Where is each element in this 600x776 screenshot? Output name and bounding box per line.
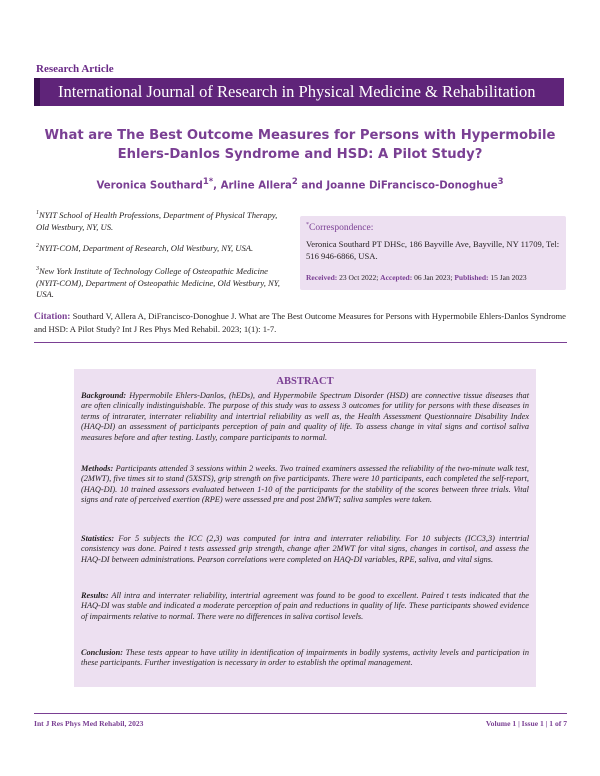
- banner-accent: [34, 78, 40, 106]
- footer-page-info: Volume 1 | Issue 1 | 1 of 7: [485, 719, 567, 728]
- citation-label: Citation:: [34, 312, 71, 322]
- correspondence-text: Veronica Southard PT DHSc, 186 Bayville Ave, Bayville, NY 11709, Tel: 516 946-6866, USA.: [306, 239, 560, 261]
- article-type: Research Article: [36, 63, 114, 75]
- citation: [34, 311, 570, 335]
- accepted-date: 06 Jan 2023;: [414, 273, 453, 282]
- section-label: Results:: [81, 591, 109, 600]
- published-label: Published:: [454, 273, 489, 282]
- affiliation: [36, 208, 286, 233]
- received-date: 23 Oct 2022;: [339, 273, 379, 282]
- correspondence-marker: *: [306, 222, 309, 228]
- abstract-box: [74, 369, 536, 687]
- article-dates: [306, 273, 527, 282]
- section-text: These tests appear to have utility in identification of impairments in bodily systems, activity levels and participation in these participants. Further investigation is necessary in order to establish the optimal management.: [81, 648, 529, 668]
- affiliation: [36, 264, 286, 301]
- author-list: [30, 177, 570, 191]
- correspondence-label-text: Correspondence:: [309, 223, 374, 234]
- abstract-background: [81, 391, 529, 443]
- author-separator: and: [297, 180, 327, 192]
- abstract-methods: [81, 464, 529, 506]
- article-title: What are The Best Outcome Measures for Persons with Hypermobile Ehlers-Danlos Syndrome and HSD: A Pilot Study?: [44, 128, 556, 162]
- abstract-heading: ABSTRACT: [276, 376, 334, 387]
- section-label: Background:: [81, 391, 127, 400]
- citation-text: Southard V, Allera A, DiFrancisco-Donoghue J. What are The Best Outcome Measures for Persons with Hypermobile Ehlers-Danlos Syndrome and HSD: A Pilot Study? Int J Res Phys Med Rehabil. 2023; 1(1): 1-7.: [34, 311, 566, 334]
- journal-name: International Journal of Research in Physical Medicine & Rehabilitation: [58, 82, 536, 101]
- section-text: Participants attended 3 sessions within 2 weeks. Two trained examiners assessed the reliability of the two-minute walk test, (2MWT), five times sit to stand (5XSTS), grip strength on five participants. There were 10 participants, each completed the self-report, (HAQ-DI). 10 trained assessors evaluated between 1-10 of the participants for the stability of the scores between three trials. Vital signs and rate of perceived exertion (RPE) were assessed pre and post 2MWT; saliva samples were taken.: [81, 464, 530, 505]
- footer-journal: Int J Res Phys Med Rehabil, 2023: [34, 719, 144, 728]
- published-date: 15 Jan 2023: [490, 273, 527, 282]
- author-sup: 1*: [202, 177, 214, 187]
- affiliation-text: NYIT-COM, Department of Research, Old Westbury, NY, USA.: [39, 242, 254, 253]
- abstract-statistics: [81, 534, 529, 565]
- affiliation-number: 3: [36, 266, 39, 272]
- abstract-conclusion: [81, 648, 529, 669]
- affiliation-text: NYIT School of Health Professions, Department of Physical Therapy, Old Westbury, NY, US.: [36, 209, 278, 232]
- author-name: Joanne DiFrancisco-Donoghue: [326, 180, 498, 192]
- author-sup: 3: [497, 177, 504, 187]
- section-label: Statistics:: [81, 534, 115, 543]
- footer-divider: [34, 713, 567, 714]
- section-text: Hypermobile Ehlers-Danlos, (hEDs), and Hypermobile Spectrum Disorder (HSD) are connective tissue diseases that are often clinically indistinguishable. The purpose of this study was to assess 3 outcomes for utility for persons with these diseases in terms of intrarater, interrater reliability and intertrial reliability as well as, the Health Assessment Questionnaire Disability Index (HAQ-DI) an assessment of participants perception of pain and quality of life. To assess change in vital signs and cortisol saliva measures before and after testing. Lastly, compare participants to normal.: [81, 391, 529, 442]
- section-text: All intra and interrater reliability, intertrial agreement was found to be good to excellent. Paired t tests indicated that the HAQ-DI was stable and indicated a moderate perception of pain and reductions in quality of life. These participants showed evidence of impairments relative to normal. There were no differences in saliva cortisol levels.: [81, 591, 529, 621]
- section-text: For 5 subjects the ICC (2,3) was computed for intra and interrater reliability. For 10 subjects (ICC3,3) intertrial consistency was done. Paired t tests assessed grip strength, change after 2MWT for vital signs, changes in cortisol, and assess the HAQ-DI between administrations. Pearson correlations were completed on HAQ-DI variables, RPE, saliva, and vital signs.: [81, 534, 529, 564]
- affiliation-text: New York Institute of Technology College of Osteopathic Medicine (NYIT-COM), Department of Osteopathic Medicine, Old Westbury, NY, USA.: [36, 265, 280, 300]
- section-label: Methods:: [81, 464, 114, 473]
- affiliation: [36, 241, 286, 255]
- accepted-label: Accepted:: [380, 273, 413, 282]
- author-name: Veronica Southard: [96, 180, 203, 192]
- correspondence-box: [300, 216, 566, 290]
- divider: [34, 342, 567, 343]
- received-label: Received:: [306, 273, 338, 282]
- author-sup: 2: [291, 177, 298, 187]
- author-separator: ,: [213, 180, 221, 192]
- section-label: Conclusion:: [81, 648, 123, 657]
- affiliation-number: 2: [36, 243, 39, 249]
- author-name: Arline Allera: [220, 180, 292, 192]
- correspondence-label: [306, 222, 373, 233]
- abstract-results: [81, 591, 529, 622]
- journal-banner: [34, 78, 564, 106]
- affiliation-number: 1: [36, 210, 39, 216]
